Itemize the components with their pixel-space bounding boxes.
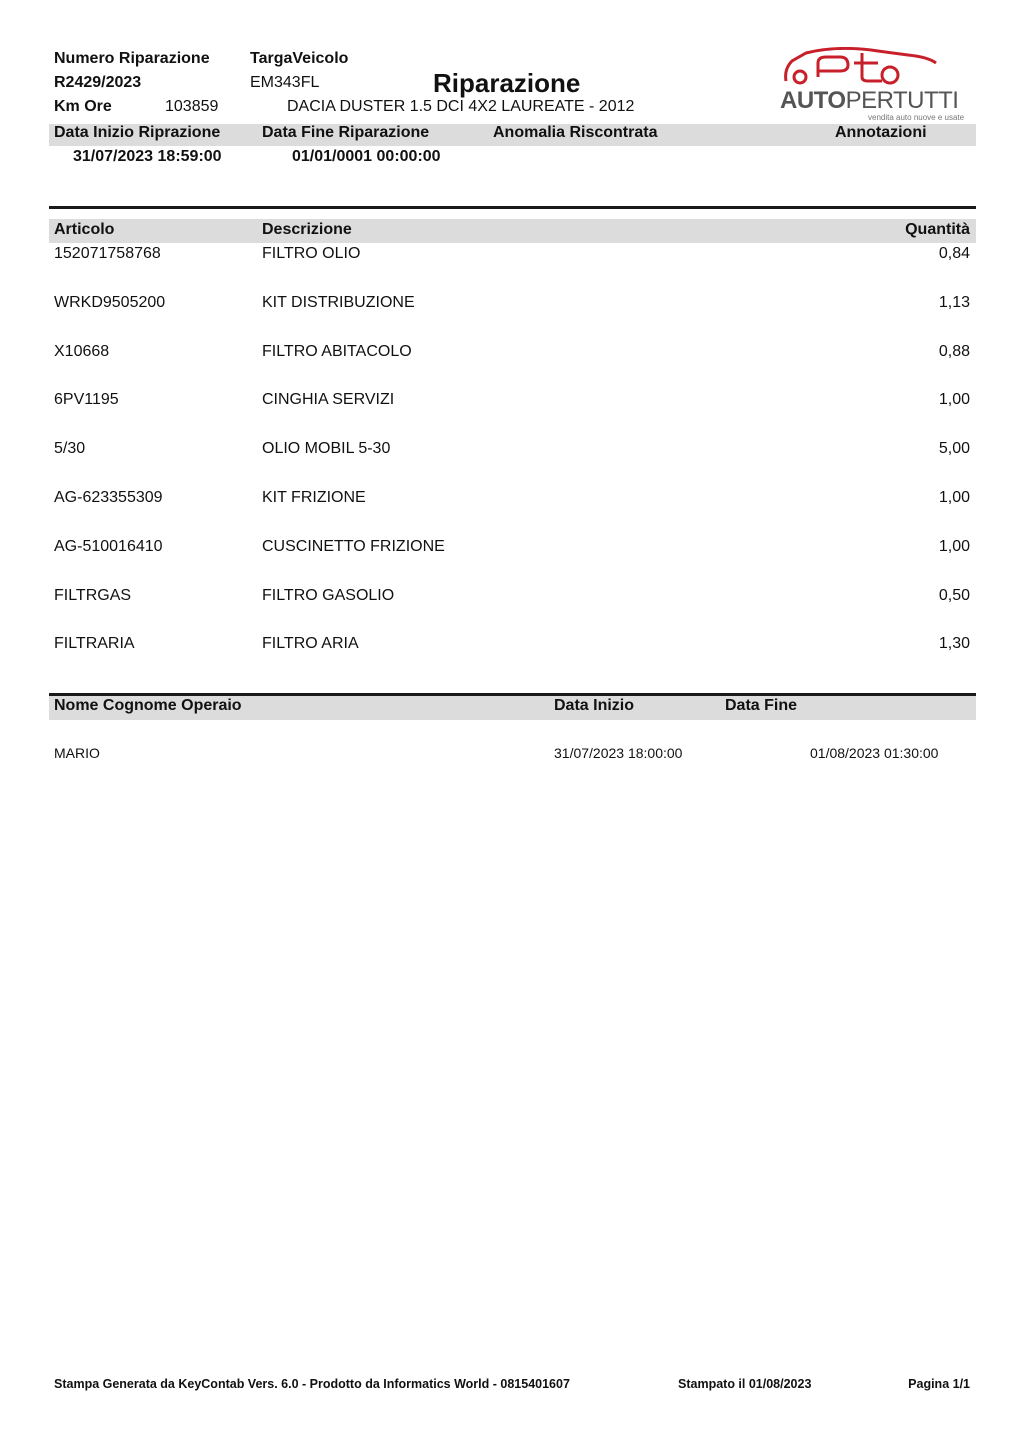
article-description: FILTRO ARIA <box>262 635 359 652</box>
article-quantity: 1,00 <box>938 391 970 408</box>
km-ore-value: 103859 <box>165 98 219 115</box>
articles-header-band <box>49 219 976 243</box>
vehicle-description: DACIA DUSTER 1.5 DCI 4X2 LAUREATE - 2012 <box>287 98 635 115</box>
article-code: X10668 <box>54 343 110 360</box>
logo-wordmark <box>780 87 958 115</box>
footer-generated: Stampa Generata da KeyContab Vers. 6.0 - Prodotto da Informatics World - 0815401607 <box>54 1377 570 1391</box>
article-quantity: 1,30 <box>938 635 970 652</box>
article-code: AG-623355309 <box>54 489 163 506</box>
articles-header-qty: Quantità <box>905 221 970 238</box>
company-logo <box>778 47 978 127</box>
articles-header-code: Articolo <box>54 221 115 238</box>
info-header-annotazioni: Annotazioni <box>835 124 927 141</box>
article-code: WRKD9505200 <box>54 294 166 311</box>
logo-wordmark-bold: AUTO <box>780 87 846 114</box>
km-ore-label: Km Ore <box>54 98 112 115</box>
targa-value: EM343FL <box>250 74 320 91</box>
workers-header-name: Nome Cognome Operaio <box>54 697 242 714</box>
article-code: 6PV1195 <box>54 391 119 408</box>
targa-label: TargaVeicolo <box>250 50 349 67</box>
footer-printed: Stampato il 01/08/2023 <box>678 1377 812 1391</box>
article-code: FILTRARIA <box>54 635 135 652</box>
articles-divider <box>49 206 976 209</box>
page-title: Riparazione <box>433 68 581 98</box>
article-quantity: 0,88 <box>938 343 970 360</box>
article-quantity: 1,00 <box>938 489 970 506</box>
articles-header-desc: Descrizione <box>262 221 352 238</box>
article-quantity: 5,00 <box>938 440 970 457</box>
article-code: 152071758768 <box>54 245 161 262</box>
logo-tagline: vendita auto nuove e usate <box>868 113 965 122</box>
workers-header-start: Data Inizio <box>554 697 635 714</box>
worker-name: MARIO <box>54 745 100 761</box>
article-quantity: 1,13 <box>938 294 970 311</box>
car-logo-icon <box>778 47 978 89</box>
article-quantity: 0,50 <box>938 587 970 604</box>
workers-header-end: Data Fine <box>725 697 798 714</box>
article-description: FILTRO OLIO <box>262 245 361 262</box>
article-description: CINGHIA SERVIZI <box>262 391 395 408</box>
article-code: AG-510016410 <box>54 538 163 555</box>
article-quantity: 0,84 <box>938 245 970 262</box>
worker-end: 01/08/2023 01:30:00 <box>810 745 939 761</box>
numero-riparazione-value: R2429/2023 <box>54 74 142 91</box>
article-quantity: 1,00 <box>938 538 970 555</box>
info-header-end: Data Fine Riparazione <box>262 124 430 141</box>
footer-page: Pagina 1/1 <box>908 1377 970 1391</box>
article-description: FILTRO ABITACOLO <box>262 343 412 360</box>
info-header-start: Data Inizio Riprazione <box>54 124 221 141</box>
article-description: FILTRO GASOLIO <box>262 587 395 604</box>
article-code: 5/30 <box>54 440 86 457</box>
numero-riparazione-label: Numero Riparazione <box>54 50 210 67</box>
worker-start: 31/07/2023 18:00:00 <box>554 745 683 761</box>
info-end-value: 01/01/0001 00:00:00 <box>292 148 441 165</box>
article-description: CUSCINETTO FRIZIONE <box>262 538 445 555</box>
article-description: KIT DISTRIBUZIONE <box>262 294 415 311</box>
article-description: KIT FRIZIONE <box>262 489 366 506</box>
logo-wordmark-light: PERTUTTI <box>845 87 959 114</box>
article-code: FILTRGAS <box>54 587 132 604</box>
info-start-value: 31/07/2023 18:59:00 <box>73 148 222 165</box>
article-description: OLIO MOBIL 5-30 <box>262 440 391 457</box>
info-header-anomalia: Anomalia Riscontrata <box>493 124 658 141</box>
